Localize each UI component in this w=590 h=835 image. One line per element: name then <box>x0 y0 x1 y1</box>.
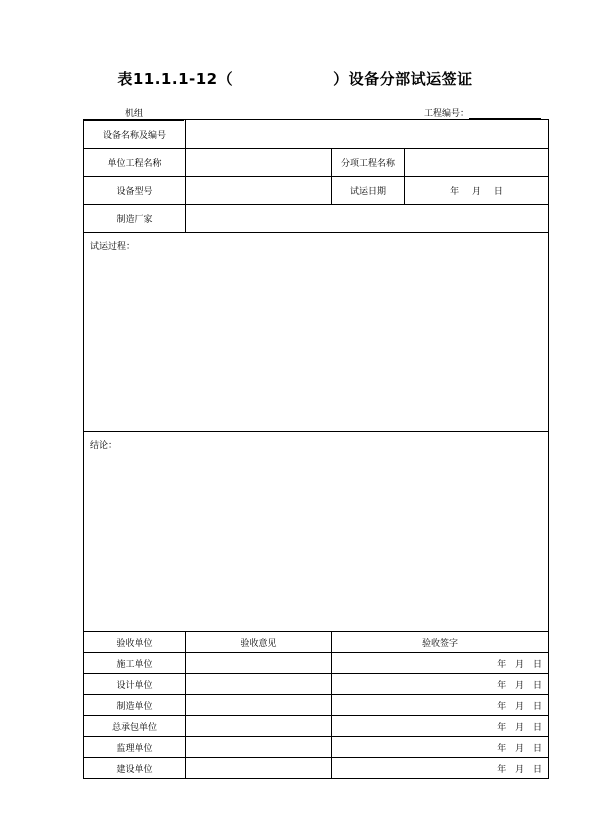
acceptance-unit: 总承包单位 <box>84 716 186 737</box>
project-no-label: 工程编号： <box>424 109 470 119</box>
opinion-field[interactable] <box>186 716 332 737</box>
test-date-field[interactable]: 年 月 日 <box>405 177 549 205</box>
unit-label: 机组 <box>84 106 184 121</box>
signature-date-field[interactable]: 年 月 日 <box>332 695 549 716</box>
test-date-label: 试运日期 <box>332 177 405 205</box>
table-row <box>84 737 549 758</box>
equip-model-label: 设备型号 <box>84 177 186 205</box>
acceptance-unit: 监理单位 <box>84 737 186 758</box>
project-no <box>424 106 541 119</box>
unit-project-field[interactable] <box>186 149 332 177</box>
project-no-field[interactable] <box>469 109 541 119</box>
sub-project-field[interactable] <box>405 149 549 177</box>
table-row <box>84 758 549 779</box>
signature-date-field[interactable]: 年 月 日 <box>332 674 549 695</box>
signature-date-field[interactable]: 年 月 日 <box>332 758 549 779</box>
table-row <box>84 674 549 695</box>
table-row <box>84 653 549 674</box>
conclusion-section[interactable] <box>84 432 549 632</box>
opinion-field[interactable] <box>186 695 332 716</box>
signature-date-field[interactable]: 年 月 日 <box>332 653 549 674</box>
header-signature: 验收签字 <box>332 632 549 653</box>
acceptance-unit: 施工单位 <box>84 653 186 674</box>
trial-run-form <box>83 119 549 779</box>
manufacturer-field[interactable] <box>186 205 549 233</box>
signature-date-field[interactable]: 年 月 日 <box>332 737 549 758</box>
opinion-field[interactable] <box>186 737 332 758</box>
header-unit: 验收单位 <box>84 632 186 653</box>
equip-name-label: 设备名称及编号 <box>84 120 186 149</box>
table-row <box>84 695 549 716</box>
conclusion-label: 结论： <box>90 441 118 451</box>
acceptance-unit: 制造单位 <box>84 695 186 716</box>
title-prefix: 表11.1.1-12（ <box>117 70 234 88</box>
document-title <box>0 68 590 89</box>
unit-project-label: 单位工程名称 <box>84 149 186 177</box>
acceptance-unit: 设计单位 <box>84 674 186 695</box>
manufacturer-label: 制造厂家 <box>84 205 186 233</box>
opinion-field[interactable] <box>186 758 332 779</box>
opinion-field[interactable] <box>186 674 332 695</box>
acceptance-unit: 建设单位 <box>84 758 186 779</box>
sub-project-label: 分项工程名称 <box>332 149 405 177</box>
header-opinion: 验收意见 <box>186 632 332 653</box>
opinion-field[interactable] <box>186 653 332 674</box>
title-suffix: ）设备分部试运签证 <box>333 70 473 88</box>
equip-model-field[interactable] <box>186 177 332 205</box>
signature-date-field[interactable]: 年 月 日 <box>332 716 549 737</box>
table-row <box>84 716 549 737</box>
process-section[interactable] <box>84 233 549 432</box>
equip-name-field[interactable] <box>186 120 549 149</box>
process-label: 试运过程： <box>90 242 136 252</box>
